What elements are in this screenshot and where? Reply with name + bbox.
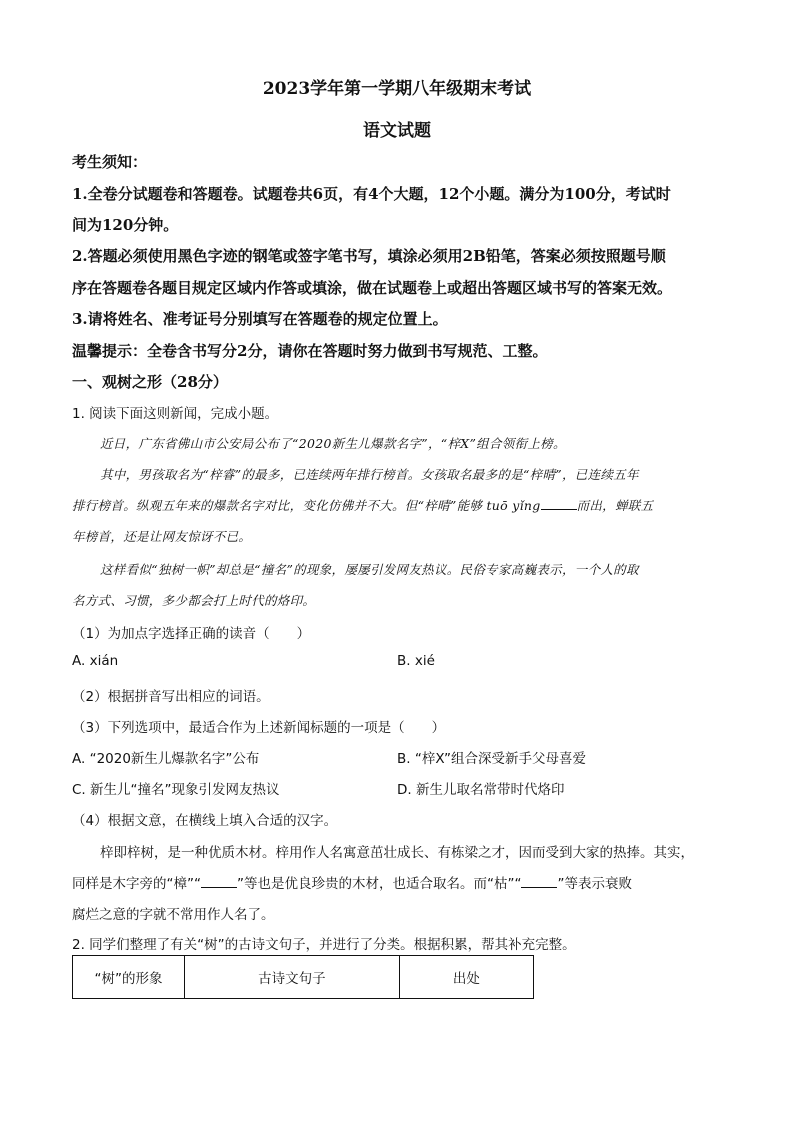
news-paragraph-2-line2 [72, 496, 653, 514]
news-paragraph-2-line3: 年榜首，还是让网友惊讶不已。 [72, 529, 252, 544]
table-header-row [73, 956, 534, 999]
table-header-verse: 古诗文句子 [184, 956, 399, 999]
question-1-stem: 1. 阅读下面这则新闻，完成小题。 [72, 406, 279, 422]
sub-question-3: （3）下列选项中，最适合作为上述新闻标题的一项是（ ） [72, 720, 446, 736]
news-paragraph-3-line1: 这样看似“独树一帜”却总是“撞名”的现象，屡屡引发网友热议。民俗专家高巍表示，一个人的取 [100, 562, 639, 577]
question-2-stem: 2. 同学们整理了有关“树”的古诗文句子，并进行了分类。根据积累，帮其补充完整。 [72, 937, 576, 953]
notice-item2-line2: 序在答题卷各题目规定区域内作答或填涂，做在试题卷上或超出答题区域书写的答案无效。 [72, 279, 673, 297]
option-b-xie[interactable]: B. xié [397, 653, 435, 669]
news-paragraph-2-line1: 其中，男孩取名为“梓睿”的最多，已连续两年排行榜首。女孩取名最多的是“梓晴”，已连续五年 [100, 467, 639, 482]
news-paragraph-3-line2: 名方式、习惯，多少都会打上时代的烙印。 [72, 593, 316, 608]
news-line-text: 而出，蝉联五 [576, 498, 654, 513]
sub4-text: ”等表示衰败 [557, 876, 632, 892]
sub4-paragraph-line3: 腐烂之意的字就不常用作人名了。 [72, 907, 275, 923]
section-heading: 一、观树之形（28分） [72, 373, 228, 391]
notice-heading: 考生须知： [72, 153, 148, 171]
sub4-text: ”等也是优良珍贵的木材，也适合取名。而“枯”“ [236, 876, 522, 892]
notice-item1-line2: 间为120分钟。 [72, 216, 179, 234]
sub-question-4: （4）根据文意，在横线上填入合适的汉字。 [72, 813, 338, 829]
news-paragraph-1: 近日，广东省佛山市公安局公布了“2020新生儿爆款名字”，“梓X”组合领衔上榜。 [100, 436, 566, 451]
sub4-paragraph-line2 [72, 872, 632, 892]
notice-item1-line1: 1.全卷分试题卷和答题卷。试题卷共6页，有4个大题，12个小题。满分为100分，考试时 [72, 185, 671, 203]
sub-question-1: （1）为加点字选择正确的读音（ ） [72, 626, 311, 642]
table-header-source: 出处 [399, 956, 533, 999]
option-c-headline[interactable]: C. 新生儿“撞名”现象引发网友热议 [72, 782, 280, 798]
classification-table [72, 955, 534, 999]
answer-blank[interactable] [201, 875, 237, 888]
sub-question-2: （2）根据拼音写出相应的词语。 [72, 689, 270, 705]
option-a-xian[interactable]: A. xián [72, 653, 119, 669]
notice-item3: 3.请将姓名、准考证号分别填写在答题卷的规定位置上。 [72, 310, 448, 328]
notice-item2-line1: 2.答题必须使用黑色字迹的钢笔或签字笔书写，填涂必须用2B铅笔，答案必须按照题号顺 [72, 247, 666, 265]
sub4-paragraph-line1: 梓即梓树，是一种优质木材。梓用作人名寓意茁壮成长、有栋梁之才，因而受到大家的热捧。其实， [100, 845, 694, 861]
option-a-headline[interactable]: A. “2020新生儿爆款名字”公布 [72, 751, 260, 767]
option-d-headline[interactable]: D. 新生儿取名常带时代烙印 [397, 782, 565, 798]
exam-subtitle: 语文试题 [363, 121, 431, 141]
exam-title: 2023学年第一学期八年级期末考试 [262, 79, 532, 99]
answer-blank[interactable] [541, 497, 577, 510]
answer-blank[interactable] [521, 875, 557, 888]
table-header-image: “树”的形象 [73, 956, 185, 999]
news-line-text: 排行榜首。纵观五年来的爆款名字对比，变化仿佛并不大。但“梓晴”能够 tuō yǐng [72, 498, 541, 513]
warm-tip: 温馨提示：全卷含书写分2分，请你在答题时努力做到书写规范、工整。 [72, 342, 548, 360]
option-b-headline[interactable]: B. “梓X”组合深受新手父母喜爱 [397, 751, 587, 767]
sub4-text: 同样是木字旁的“樟”“ [72, 876, 201, 892]
